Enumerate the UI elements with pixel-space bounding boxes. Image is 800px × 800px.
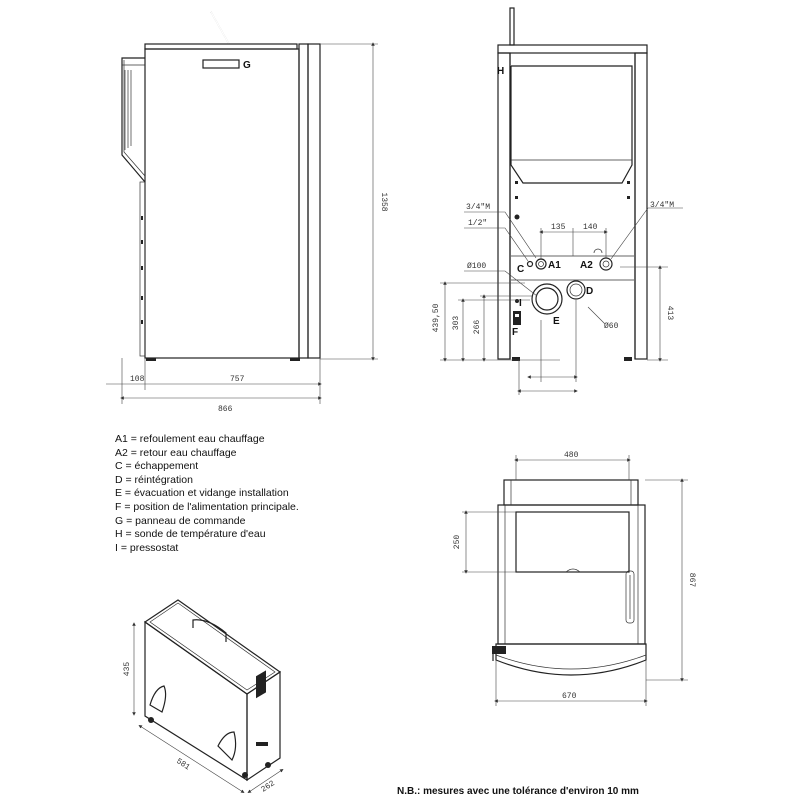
dim-867: 867: [687, 572, 696, 588]
label-a1: A1: [548, 260, 561, 271]
legend-item-d: D = réintégration: [115, 473, 193, 486]
legend-item-i: I = pressostat: [115, 541, 179, 554]
dim-266: 266: [473, 319, 482, 335]
dim-34m-right: 3/4"M: [650, 201, 675, 210]
dim-439-50: 439,50: [432, 303, 441, 333]
legend-item-e: E = évacuation et vidange installation: [115, 487, 289, 500]
legend-item-a1: A1 = refoulement eau chauffage: [115, 433, 265, 445]
label-d: D: [586, 286, 594, 297]
dim-435: 435: [123, 661, 132, 677]
dim-108: 108: [130, 375, 145, 384]
legend-item-a2: A2 = retour eau chauffage: [115, 446, 237, 459]
dim-diam-60: Ø60: [604, 322, 619, 331]
side-view: [106, 12, 388, 414]
dim-250: 250: [453, 534, 462, 550]
legend-item-f: F = position de l'alimentation principale.: [115, 500, 299, 513]
dim-diam-100: Ø100: [467, 262, 487, 271]
legend-item-c: C = échappement: [115, 460, 199, 473]
dim-135: 135: [551, 223, 566, 232]
label-g: G: [243, 60, 251, 71]
dim-670: 670: [562, 692, 577, 701]
legend-item-h: H = sonde de température d'eau: [115, 528, 266, 541]
top-view: [453, 451, 696, 706]
label-i: I: [519, 298, 522, 309]
label-c: C: [517, 264, 525, 275]
dim-866: 866: [218, 405, 233, 414]
legend-item-g: G = panneau de commande: [115, 514, 246, 527]
dim-262: 262: [259, 779, 277, 795]
dim-34m-left: 3/4"M: [466, 203, 491, 212]
tolerance-note: N.B.: mesures avec une tolérance d'environ 10 mm: [397, 786, 639, 797]
dim-757: 757: [230, 375, 245, 384]
label-a2: A2: [580, 260, 593, 271]
dim-480: 480: [564, 451, 579, 460]
label-e: E: [553, 316, 560, 327]
label-h: H: [497, 66, 505, 77]
legend: [115, 433, 299, 555]
dim-1358: 1358: [379, 192, 388, 212]
dim-303: 303: [452, 315, 461, 331]
dim-413: 413: [665, 305, 674, 321]
dim-12: 1/2": [468, 219, 488, 228]
dim-140: 140: [583, 223, 598, 232]
dim-581: 581: [174, 756, 192, 773]
iso-view: [123, 600, 282, 795]
back-view: [243, 8, 683, 395]
label-f: F: [512, 327, 519, 338]
